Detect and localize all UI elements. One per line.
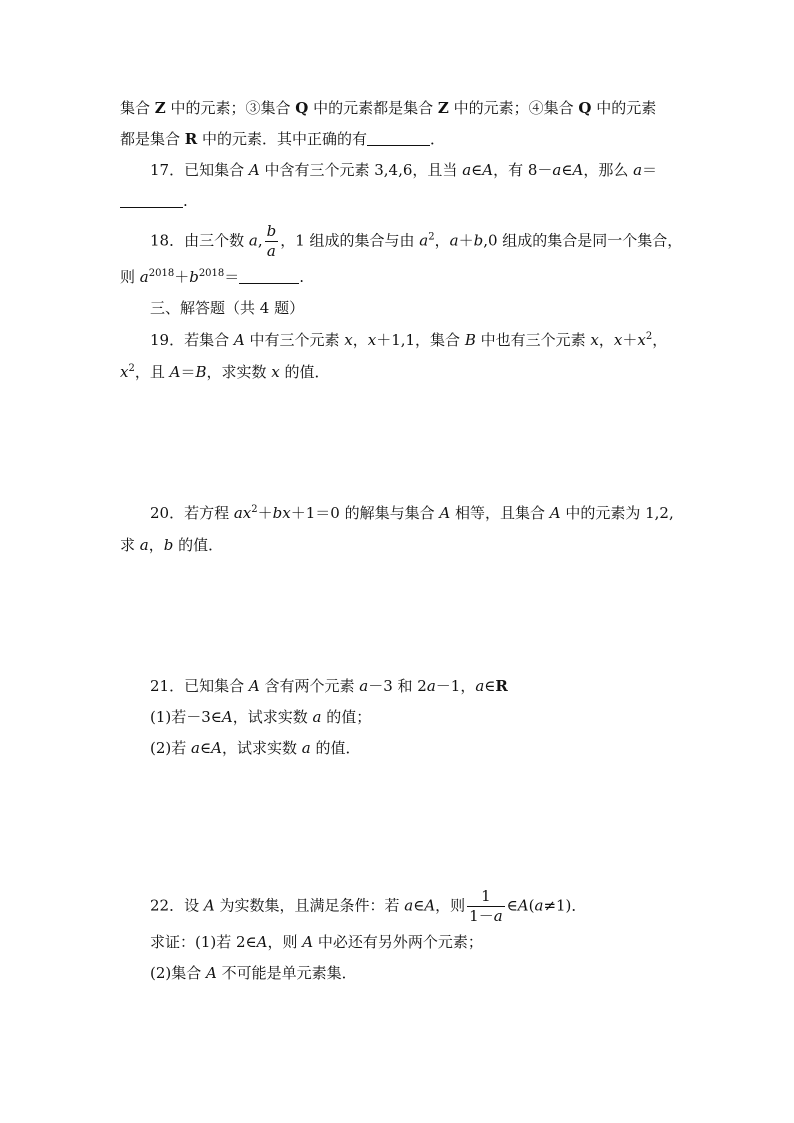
answer-blank-16 [367, 131, 430, 146]
question-19-line-2: $x^2$，且 A＝B，求实数 x 的值． [120, 363, 330, 381]
question-21-part-1: (1)若－3∈A，试求实数 a 的值； [150, 708, 372, 726]
fraction-b-over-a: $\frac{b}{a}$ [266, 222, 277, 260]
question-18: 18．由三个数 a, $\frac{b}{a}$ ，1 组成的集合与由 $a^2$，a＋b,0 组成的集合是同一个集合， [150, 222, 683, 260]
section-heading: 三、解答题（共 4 题） [150, 299, 305, 317]
question-22-part-1: 求证：(1)若 2∈A，则 A 中必还有另外两个元素； [150, 933, 483, 951]
question-21: 21．已知集合 A 含有两个元素 a－3 和 2a－1，a∈R [150, 677, 508, 695]
question-22: 22．设 A 为实数集，且满足条件：若 a∈A，则 $\frac{1}{1-a}$ ∈A(a≠1)． [150, 887, 587, 925]
text-line-1: 集合 Z 中的元素；③集合 Q 中的元素都是集合 Z 中的元素；④集合 Q 中的元素 [120, 99, 657, 117]
question-18-line-2: 则 $a^{2018}+b^{2018}=$ . [120, 268, 305, 286]
question-17-answer: . [120, 191, 188, 211]
question-17: 17．已知集合 A 中含有三个元素 3,4,6，且当 a∈A，有 8－a∈A，那么 a＝ [150, 161, 658, 179]
text-line-2: 都是集合 R 中的元素．其中正确的有 ． [120, 130, 446, 148]
question-19: 19．若集合 A 中有三个元素 x，x＋1,1，集合 B 中也有三个元素 x，$x+x^2$， [150, 331, 668, 349]
fraction-1-over-1-minus-a: $\frac{1}{1-a}$ [469, 887, 503, 925]
question-21-part-2: (2)若 a∈A，试求实数 a 的值． [150, 739, 361, 757]
question-22-part-2: (2)集合 A 不可能是单元素集． [150, 964, 357, 982]
answer-blank-17 [120, 193, 183, 208]
answer-blank-18 [239, 269, 299, 284]
question-20-line-2: 求 a，b 的值． [120, 536, 224, 554]
question-20: 20．若方程 $ax^2+bx+1=0$ 的解集与集合 A 相等，且集合 A 中的元素为 1,2, [150, 504, 674, 522]
